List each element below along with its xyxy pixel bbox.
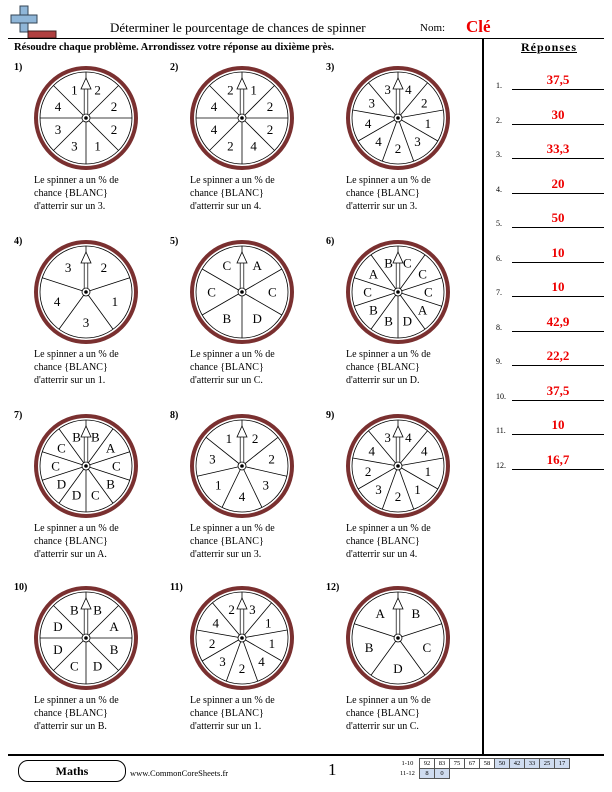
- spinner-label: D: [53, 618, 63, 634]
- problem-text: [34, 694, 174, 733]
- spinner: [344, 64, 452, 172]
- spinner: [32, 238, 140, 346]
- answer-value: 20: [551, 175, 565, 191]
- problem-text-line: chance {BLANC}: [190, 188, 264, 199]
- answer-number: 2.: [496, 115, 502, 125]
- logo-icon: [8, 4, 58, 40]
- answer-value: 50: [551, 210, 565, 225]
- spinner-pivot: [240, 636, 244, 640]
- spinner-label: 3: [249, 601, 256, 617]
- score-cell: 92: [419, 759, 434, 769]
- score-cell: 25: [539, 759, 554, 769]
- problem-number: 7): [14, 410, 23, 421]
- problem: [326, 582, 476, 752]
- spinner-label: C: [51, 458, 60, 474]
- spinner-label: 3: [82, 314, 90, 330]
- problem-text-line: d'atterrir sur un 4.: [190, 201, 262, 212]
- spinner-label: 1: [424, 463, 432, 479]
- arrow-shaft: [396, 262, 400, 292]
- spinner-pivot: [240, 464, 244, 468]
- problem-text: [34, 348, 174, 387]
- problem-text-line: chance {BLANC}: [34, 536, 108, 547]
- problem: [170, 582, 320, 752]
- spinner-label: 4: [421, 443, 428, 459]
- footer-divider: [8, 754, 604, 756]
- problem-number: 10): [14, 582, 28, 593]
- answer-row: [496, 279, 608, 299]
- spinner: [344, 238, 452, 346]
- arrow-shaft: [240, 436, 244, 466]
- answer-line: [512, 262, 604, 263]
- spinner-label: D: [402, 313, 413, 329]
- answer-number: 7.: [496, 288, 502, 297]
- spinner-label: 2: [110, 122, 118, 138]
- answer-number: 6.: [496, 253, 502, 263]
- spinner-label: D: [56, 476, 67, 492]
- answer-value: 10: [551, 279, 565, 294]
- spinner-pivot: [84, 116, 88, 120]
- answer-row: [496, 417, 608, 437]
- spinner-label: 2: [251, 431, 259, 447]
- problem-text: [190, 174, 330, 213]
- problem-number: 8): [170, 410, 179, 421]
- spinner-label: B: [411, 605, 421, 621]
- spinner-label: C: [268, 284, 277, 300]
- answer-value: 33,3: [546, 141, 570, 156]
- answer-number: 11.: [496, 426, 506, 435]
- spinner-label: A: [368, 266, 379, 282]
- score-cell: 50: [494, 759, 509, 769]
- spinner-label: 2: [364, 463, 372, 479]
- spinner-label: 4: [250, 138, 257, 154]
- score-cell: 33: [524, 759, 539, 769]
- problem-text: [34, 522, 174, 561]
- spinner-label: 3: [219, 653, 226, 669]
- spinner-label: 4: [405, 429, 412, 445]
- problem-number: 3): [326, 62, 335, 73]
- spinner-label: D: [53, 642, 63, 658]
- problem-number: 12): [326, 582, 340, 593]
- spinner-label: 1: [225, 431, 233, 447]
- problem-text-line: chance {BLANC}: [346, 362, 420, 373]
- spinner: [32, 584, 140, 692]
- spinner: [188, 412, 296, 520]
- problem-text-line: chance {BLANC}: [190, 708, 264, 719]
- problem-text: [34, 174, 174, 213]
- problem-text-line: Le spinner a un % de: [346, 349, 431, 360]
- spinner-label: 2: [94, 82, 101, 98]
- spinner-pivot: [240, 290, 244, 294]
- problem-text-line: Le spinner a un % de: [34, 695, 119, 706]
- spinner-label: 2: [228, 601, 235, 617]
- problem-text-line: chance {BLANC}: [34, 188, 108, 199]
- spinner-label: 3: [54, 122, 62, 138]
- problem-text-line: chance {BLANC}: [190, 362, 264, 373]
- answers-title: Réponses: [520, 40, 577, 54]
- spinner: [188, 238, 296, 346]
- problem-text-line: Le spinner a un % de: [190, 175, 275, 186]
- answer-line: [512, 89, 604, 90]
- score-cell: 58: [479, 759, 494, 769]
- problem-text: [190, 522, 330, 561]
- problem-text-line: Le spinner a un % de: [190, 695, 275, 706]
- answer-number: 3.: [496, 150, 502, 159]
- answer-row: [496, 176, 608, 196]
- answers-divider: [482, 38, 484, 754]
- spinner-label: D: [252, 310, 262, 326]
- spinner-label: 2: [421, 95, 428, 111]
- instructions: Résoudre chaque problème. Arrondissez votre réponse au dixième près.: [14, 42, 335, 53]
- spinner-label: 3: [375, 481, 382, 497]
- arrow-shaft: [84, 608, 88, 638]
- spinner-label: 3: [64, 259, 72, 275]
- answer-row: [496, 210, 608, 230]
- spinner-label: 4: [258, 653, 265, 669]
- subject-badge: Maths: [18, 760, 126, 782]
- answer-number: 12.: [496, 460, 506, 470]
- spinner: [32, 64, 140, 172]
- problem-number: 6): [326, 236, 335, 247]
- arrow-shaft: [84, 88, 88, 118]
- site-url: www.CommonCoreSheets.fr: [130, 768, 229, 778]
- answer-number: 10.: [496, 391, 506, 401]
- spinner-label: 4: [375, 133, 382, 149]
- problem-text-line: d'atterrir sur un 3.: [190, 549, 262, 560]
- problem-number: 5): [170, 236, 179, 247]
- problem-text: [346, 522, 486, 561]
- problem-text-line: Le spinner a un % de: [346, 175, 431, 186]
- spinner-label: 1: [71, 82, 78, 98]
- answer-line: [512, 227, 604, 228]
- score-row-label: 1-10: [401, 760, 414, 767]
- spinner-label: A: [252, 258, 262, 274]
- problem: [170, 62, 320, 232]
- problem-text-line: d'atterrir sur un 1.: [34, 375, 106, 386]
- answer-value: 16,7: [546, 451, 570, 467]
- spinner-label: 3: [209, 451, 216, 467]
- page-title: Déterminer le pourcentage de chances de spinner: [110, 20, 366, 35]
- answer-line: [512, 469, 604, 470]
- answer-value: 10: [551, 417, 565, 432]
- answer-line: [512, 400, 604, 401]
- spinner-label: 2: [227, 82, 234, 98]
- spinner-pivot: [84, 636, 88, 640]
- spinner-pivot: [240, 116, 244, 120]
- answer-line: [512, 158, 604, 159]
- spinner-label: 4: [54, 98, 62, 114]
- answer-value: 42,9: [546, 313, 570, 329]
- problem-text-line: d'atterrir sur un B.: [34, 721, 107, 732]
- name-value: Clé: [466, 17, 491, 36]
- problem-text-line: chance {BLANC}: [34, 708, 108, 719]
- spinner-label: C: [57, 440, 66, 456]
- answer-line: [512, 365, 604, 366]
- problem-text-line: Le spinner a un % de: [190, 523, 275, 534]
- problem-text-line: chance {BLANC}: [346, 188, 420, 199]
- spinner-label: 4: [364, 115, 372, 131]
- answer-row: [496, 245, 608, 265]
- score-table: [398, 758, 570, 779]
- spinner: [32, 412, 140, 520]
- spinner-label: 4: [210, 98, 218, 114]
- score-cell: 67: [464, 759, 479, 769]
- spinner-label: A: [417, 302, 428, 318]
- spinner-label: 2: [394, 140, 402, 156]
- spinner-pivot: [396, 290, 400, 294]
- answer-number: 1.: [496, 81, 502, 90]
- spinner-label: B: [106, 476, 115, 492]
- problem-text-line: d'atterrir sur un 1.: [190, 721, 262, 732]
- spinner-label: 2: [227, 138, 234, 154]
- problem-number: 11): [170, 582, 183, 593]
- spinner-label: C: [91, 487, 100, 503]
- spinner-label: C: [207, 284, 216, 300]
- spinner-label: B: [70, 602, 79, 618]
- spinner-pivot: [84, 290, 88, 294]
- spinner-label: 4: [368, 443, 375, 459]
- problem-text: [190, 694, 330, 733]
- answer-line: [512, 124, 604, 125]
- spinner-label: 3: [384, 429, 391, 445]
- spinner-label: 2: [394, 488, 402, 504]
- arrow-shaft: [396, 608, 400, 638]
- problem-number: 4): [14, 236, 23, 247]
- spinner: [344, 584, 452, 692]
- answer-row: [496, 348, 608, 368]
- problem-number: 2): [170, 62, 179, 73]
- spinner-label: 3: [368, 95, 375, 111]
- answer-value: 10: [551, 244, 565, 260]
- spinner-label: C: [112, 458, 121, 474]
- answer-row: [496, 452, 608, 472]
- problem-text-line: Le spinner a un % de: [346, 523, 431, 534]
- problem-text-line: chance {BLANC}: [190, 536, 264, 547]
- spinner-label: B: [222, 310, 232, 326]
- answer-row: [496, 314, 608, 334]
- answer-value: 22,2: [546, 348, 570, 363]
- answer-number: 8.: [496, 322, 502, 332]
- problem-text-line: d'atterrir sur un C.: [346, 721, 419, 732]
- score-cell: 0: [434, 769, 449, 779]
- problem: [326, 410, 476, 580]
- spinner-label: 1: [215, 477, 222, 493]
- spinner-label: C: [70, 658, 79, 674]
- spinner-pivot: [84, 464, 88, 468]
- problem-text: [346, 694, 486, 733]
- spinner-label: 1: [414, 481, 421, 497]
- spinner-label: B: [369, 302, 378, 318]
- problem-text-line: Le spinner a un % de: [346, 695, 431, 706]
- spinner-label: 4: [53, 293, 61, 309]
- problem-text-line: chance {BLANC}: [346, 536, 420, 547]
- spinner-label: A: [109, 618, 119, 634]
- problem: [170, 410, 320, 580]
- header-divider: [8, 38, 604, 39]
- spinner-label: B: [384, 255, 393, 271]
- arrow-shaft: [84, 262, 88, 292]
- spinner-label: C: [422, 639, 432, 655]
- answer-line: [512, 434, 604, 435]
- score-row-label: 11-12: [400, 770, 415, 777]
- spinner-label: C: [403, 255, 412, 271]
- spinner-label: 3: [71, 138, 78, 154]
- spinner-label: B: [384, 313, 393, 329]
- spinner: [188, 584, 296, 692]
- problem-text-line: d'atterrir sur un C.: [190, 375, 263, 386]
- arrow-shaft: [240, 608, 244, 638]
- answer-number: 9.: [496, 357, 502, 366]
- spinner-label: A: [375, 605, 385, 621]
- problem-text-line: Le spinner a un % de: [34, 523, 119, 534]
- spinner-label: 1: [250, 82, 257, 98]
- problem-text: [346, 348, 486, 387]
- spinner-label: A: [105, 440, 116, 456]
- arrow-shaft: [396, 88, 400, 118]
- answer-row: [496, 141, 608, 161]
- spinner-label: 4: [210, 122, 218, 138]
- problem: [14, 410, 164, 580]
- spinner-label: 1: [265, 615, 272, 631]
- spinner-label: 3: [384, 81, 391, 97]
- answer-row: [496, 383, 608, 403]
- spinner: [344, 412, 452, 520]
- spinner-label: B: [93, 602, 102, 618]
- spinner-label: 2: [266, 98, 274, 114]
- answer-row: [496, 107, 608, 127]
- score-cell: 75: [449, 759, 464, 769]
- spinner-label: C: [418, 266, 427, 282]
- answer-row: [496, 72, 608, 92]
- arrow-shaft: [240, 88, 244, 118]
- score-cell: 83: [434, 759, 449, 769]
- spinner-label: 4: [238, 488, 246, 504]
- spinner-label: B: [72, 429, 81, 445]
- spinner-pivot: [396, 464, 400, 468]
- spinner-pivot: [396, 116, 400, 120]
- problem-text-line: d'atterrir sur un 3.: [346, 201, 418, 212]
- answer-line: [512, 331, 604, 332]
- problem-text-line: Le spinner a un % de: [190, 349, 275, 360]
- problem: [14, 582, 164, 752]
- spinner-label: C: [363, 284, 372, 300]
- arrow-shaft: [240, 262, 244, 292]
- answer-value: 37,5: [546, 382, 570, 398]
- spinner-label: 4: [405, 81, 412, 97]
- problem-text-line: d'atterrir sur un D.: [346, 375, 420, 386]
- answer-line: [512, 296, 604, 297]
- answer-value: 30: [551, 106, 565, 122]
- problem-text: [190, 348, 330, 387]
- score-cell: 42: [509, 759, 524, 769]
- answer-line: [512, 193, 604, 194]
- problem: [326, 236, 476, 406]
- problem: [14, 62, 164, 232]
- problem-text-line: chance {BLANC}: [346, 708, 420, 719]
- problem-text-line: Le spinner a un % de: [34, 349, 119, 360]
- spinner-label: B: [364, 639, 374, 655]
- problem-text: [346, 174, 486, 213]
- spinner-label: B: [91, 429, 100, 445]
- problem-number: 1): [14, 62, 23, 73]
- spinner-label: C: [424, 284, 433, 300]
- spinner-label: C: [222, 258, 232, 274]
- answer-value: 37,5: [546, 72, 570, 87]
- problem: [170, 236, 320, 406]
- answer-number: 5.: [496, 219, 502, 228]
- score-cell: 17: [554, 759, 569, 769]
- spinner-label: 1: [424, 115, 432, 131]
- spinner-label: 2: [208, 635, 216, 651]
- spinner-label: B: [109, 642, 119, 658]
- score-cell: 8: [419, 769, 434, 779]
- problem-text-line: d'atterrir sur un 3.: [34, 201, 106, 212]
- problem-number: 9): [326, 410, 335, 421]
- spinner-label: D: [92, 658, 103, 674]
- name-label: Nom:: [420, 22, 446, 34]
- problem-text-line: chance {BLANC}: [34, 362, 108, 373]
- spinner: [188, 64, 296, 172]
- problem-text-line: Le spinner a un % de: [34, 175, 119, 186]
- spinner-label: 2: [238, 660, 246, 676]
- spinner-label: 1: [111, 293, 119, 309]
- spinner-label: D: [71, 487, 82, 503]
- arrow-shaft: [84, 436, 88, 466]
- spinner-label: 1: [268, 635, 276, 651]
- spinner-pivot: [396, 636, 400, 640]
- spinner-label: 2: [100, 259, 108, 275]
- problem-text-line: d'atterrir sur un A.: [34, 549, 107, 560]
- answer-number: 4.: [496, 184, 502, 194]
- spinner-label: 3: [414, 133, 421, 149]
- spinner-label: 1: [94, 138, 101, 154]
- spinner-label: 4: [212, 615, 219, 631]
- spinner-label: 2: [110, 98, 118, 114]
- problem: [14, 236, 164, 406]
- arrow-shaft: [396, 436, 400, 466]
- page-number: 1: [328, 760, 337, 779]
- spinner-label: 3: [262, 477, 269, 493]
- spinner-label: D: [393, 660, 403, 676]
- problem-text-line: d'atterrir sur un 4.: [346, 549, 418, 560]
- spinner-label: 2: [266, 122, 274, 138]
- problem: [326, 62, 476, 232]
- spinner-label: 2: [268, 451, 275, 467]
